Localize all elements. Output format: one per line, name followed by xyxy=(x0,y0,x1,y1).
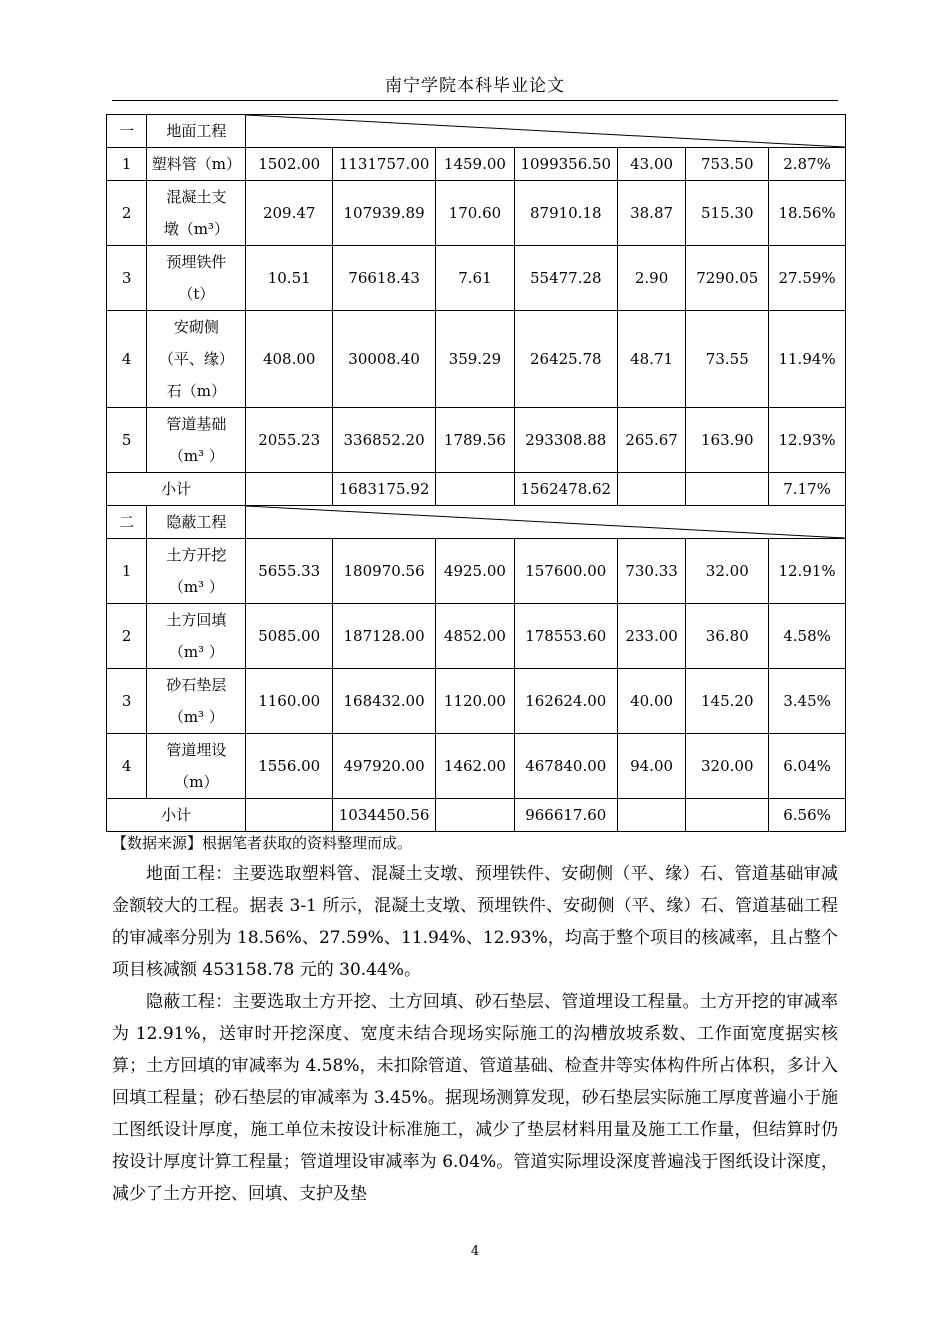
subtotal-cell: 1683175.92 xyxy=(333,473,436,506)
table-cell: 27.59% xyxy=(769,246,846,311)
table-row xyxy=(107,148,846,181)
table-cell: 168432.00 xyxy=(333,669,436,734)
table-cell: 2055.23 xyxy=(246,408,333,473)
paragraph-ground-works: 地面工程：主要选取塑料管、混凝土支墩、预埋铁件、安砌侧（平、缘）石、管道基础审减金额较大的工程。据表 3-1 所示，混凝土支墩、预埋铁件、安砌侧（平、缘）石、管道基础工程的审减率分别为 18.56%、27.59%、11.94%、12.93%，均高于整个项目的核减率，且占整个项目核减额 453158.78 元的 30.44%。 xyxy=(112,864,838,980)
subtotal-row xyxy=(107,473,846,506)
table-row xyxy=(107,181,846,246)
table-cell: 5085.00 xyxy=(246,604,333,669)
paragraph-concealed-works: 隐蔽工程：主要选取土方开挖、土方回填、砂石垫层、管道埋设工程量。土方开挖的审减率为 12.91%，送审时开挖深度、宽度未结合现场实际施工的沟槽放坡系数、工作面宽度据实核算；土方回填的审减率为 4.58%，未扣除管道、管道基础、检查井等实体构件所占体积，多计入回填工程量；砂石垫层的审减率为 3.45%。据现场测算发现，砂石垫层实际施工厚度普遍小于施工图纸设计厚度，施工单位未按设计标准施工，减少了垫层材料用量及施工工作量，但结算时仍按设计厚度计算工程量；管道埋设审减率为 6.04%。管道实际埋设深度普遍浅于图纸设计深度，减少了土方开挖、回填、支护及垫 xyxy=(112,992,838,1204)
section-name: 隐蔽工程 xyxy=(147,506,246,539)
item-name xyxy=(147,181,246,246)
diagonal-blank-cell xyxy=(246,115,846,148)
table-cell: 1120.00 xyxy=(436,669,515,734)
table-cell: 467840.00 xyxy=(514,734,617,799)
item-name-line: 土方开挖 xyxy=(166,546,227,564)
subtotal-cell: 966617.60 xyxy=(514,799,617,832)
table-cell: 265.67 xyxy=(617,408,686,473)
subtotal-cell xyxy=(246,799,333,832)
table-cell: 40.00 xyxy=(617,669,686,734)
table-cell: 359.29 xyxy=(436,311,515,408)
table-cell: 515.30 xyxy=(686,181,769,246)
table-cell: 1160.00 xyxy=(246,669,333,734)
item-name-line: 土方回填 xyxy=(166,611,227,629)
section-header-row xyxy=(107,115,846,148)
item-name-line: 预埋铁件 xyxy=(166,253,227,271)
table-row xyxy=(107,734,846,799)
table-cell: 55477.28 xyxy=(514,246,617,311)
subtotal-cell xyxy=(617,799,686,832)
table-cell: 408.00 xyxy=(246,311,333,408)
item-name-line: （t） xyxy=(178,285,215,303)
table-cell: 1099356.50 xyxy=(514,148,617,181)
item-name xyxy=(147,408,246,473)
item-name-line: （平、缘） xyxy=(158,350,234,368)
table-cell: 180970.56 xyxy=(333,539,436,604)
subtotal-label: 小计 xyxy=(107,473,246,506)
header-divider xyxy=(112,100,838,101)
table-cell: 2.87% xyxy=(769,148,846,181)
subtotal-cell xyxy=(617,473,686,506)
section-header-row xyxy=(107,506,846,539)
subtotal-cell xyxy=(686,473,769,506)
section-number: 一 xyxy=(107,115,147,148)
table-cell: 170.60 xyxy=(436,181,515,246)
table-cell: 320.00 xyxy=(686,734,769,799)
page-number: 4 xyxy=(470,1244,480,1259)
subtotal-cell xyxy=(436,473,515,506)
table-cell: 48.71 xyxy=(617,311,686,408)
row-number: 2 xyxy=(107,604,147,669)
table-cell: 7.61 xyxy=(436,246,515,311)
table-cell: 1502.00 xyxy=(246,148,333,181)
table-cell: 3.45% xyxy=(769,669,846,734)
page-header-title: 南宁学院本科毕业论文 xyxy=(385,76,565,96)
item-name xyxy=(147,734,246,799)
item-name-line: （m³ ） xyxy=(168,708,224,726)
table-cell: 233.00 xyxy=(617,604,686,669)
row-number: 3 xyxy=(107,669,147,734)
subtotal-cell: 7.17% xyxy=(769,473,846,506)
item-name xyxy=(147,539,246,604)
subtotal-row xyxy=(107,799,846,832)
subtotal-cell xyxy=(686,799,769,832)
item-name xyxy=(147,311,246,408)
item-name-line: 管道埋设 xyxy=(166,741,227,759)
table-row xyxy=(107,604,846,669)
table-cell: 18.56% xyxy=(769,181,846,246)
row-number: 3 xyxy=(107,246,147,311)
item-name-line: （m³ ） xyxy=(168,643,224,661)
subtotal-cell: 1562478.62 xyxy=(514,473,617,506)
table-cell: 4925.00 xyxy=(436,539,515,604)
table-cell: 178553.60 xyxy=(514,604,617,669)
table-cell: 497920.00 xyxy=(333,734,436,799)
data-source-note: 【数据来源】根据笔者获取的资料整理而成。 xyxy=(112,834,413,852)
body-text xyxy=(112,858,838,1210)
row-number: 2 xyxy=(107,181,147,246)
table-cell: 4852.00 xyxy=(436,604,515,669)
table-cell: 1131757.00 xyxy=(333,148,436,181)
row-number: 4 xyxy=(107,734,147,799)
table-cell: 753.50 xyxy=(686,148,769,181)
item-name-line: 管道基础 xyxy=(166,415,227,433)
table-cell: 32.00 xyxy=(686,539,769,604)
diagonal-line xyxy=(246,506,845,538)
item-name-line: 墩（m³） xyxy=(163,220,229,238)
table-cell: 209.47 xyxy=(246,181,333,246)
row-number: 1 xyxy=(107,148,147,181)
cost-comparison-table xyxy=(106,114,846,832)
table-row xyxy=(107,539,846,604)
table-cell: 1556.00 xyxy=(246,734,333,799)
table-cell: 12.93% xyxy=(769,408,846,473)
subtotal-cell: 6.56% xyxy=(769,799,846,832)
table-row xyxy=(107,669,846,734)
table-cell: 30008.40 xyxy=(333,311,436,408)
row-number: 5 xyxy=(107,408,147,473)
table-cell: 187128.00 xyxy=(333,604,436,669)
table-cell: 336852.20 xyxy=(333,408,436,473)
subtotal-cell xyxy=(246,473,333,506)
item-name xyxy=(147,148,246,181)
diagonal-blank-cell xyxy=(246,506,846,539)
item-name xyxy=(147,604,246,669)
diagonal-line xyxy=(246,115,845,147)
table-row xyxy=(107,311,846,408)
table-cell: 5655.33 xyxy=(246,539,333,604)
item-name-line: （m） xyxy=(174,773,219,791)
item-name-line: 石（m） xyxy=(166,382,226,400)
item-name xyxy=(147,246,246,311)
item-name-line: 安砌侧 xyxy=(173,318,219,336)
table-cell: 1462.00 xyxy=(436,734,515,799)
item-name-line: （m³ ） xyxy=(168,578,224,596)
table-cell: 12.91% xyxy=(769,539,846,604)
table-cell: 730.33 xyxy=(617,539,686,604)
table-cell: 7290.05 xyxy=(686,246,769,311)
table-cell: 162624.00 xyxy=(514,669,617,734)
table-cell: 26425.78 xyxy=(514,311,617,408)
row-number: 4 xyxy=(107,311,147,408)
table-cell: 107939.89 xyxy=(333,181,436,246)
table-cell: 87910.18 xyxy=(514,181,617,246)
subtotal-label: 小计 xyxy=(107,799,246,832)
table-cell: 2.90 xyxy=(617,246,686,311)
table-cell: 6.04% xyxy=(769,734,846,799)
table-cell: 1459.00 xyxy=(436,148,515,181)
table-cell: 38.87 xyxy=(617,181,686,246)
table-cell: 293308.88 xyxy=(514,408,617,473)
subtotal-cell: 1034450.56 xyxy=(333,799,436,832)
table-cell: 1789.56 xyxy=(436,408,515,473)
item-name-line: 砂石垫层 xyxy=(166,676,227,694)
item-name-line: 混凝土支 xyxy=(166,188,227,206)
item-name xyxy=(147,669,246,734)
section-name: 地面工程 xyxy=(147,115,246,148)
table-cell: 4.58% xyxy=(769,604,846,669)
section-number: 二 xyxy=(107,506,147,539)
table-cell: 163.90 xyxy=(686,408,769,473)
table-cell: 76618.43 xyxy=(333,246,436,311)
table-row xyxy=(107,246,846,311)
table-cell: 94.00 xyxy=(617,734,686,799)
table-cell: 157600.00 xyxy=(514,539,617,604)
table-cell: 73.55 xyxy=(686,311,769,408)
table-cell: 10.51 xyxy=(246,246,333,311)
row-number: 1 xyxy=(107,539,147,604)
table-cell: 145.20 xyxy=(686,669,769,734)
table-cell: 43.00 xyxy=(617,148,686,181)
table-cell: 11.94% xyxy=(769,311,846,408)
item-name-line: （m³ ） xyxy=(168,447,224,465)
item-name-line: 塑料管（m） xyxy=(151,155,241,173)
subtotal-cell xyxy=(436,799,515,832)
table-cell: 36.80 xyxy=(686,604,769,669)
table-row xyxy=(107,408,846,473)
